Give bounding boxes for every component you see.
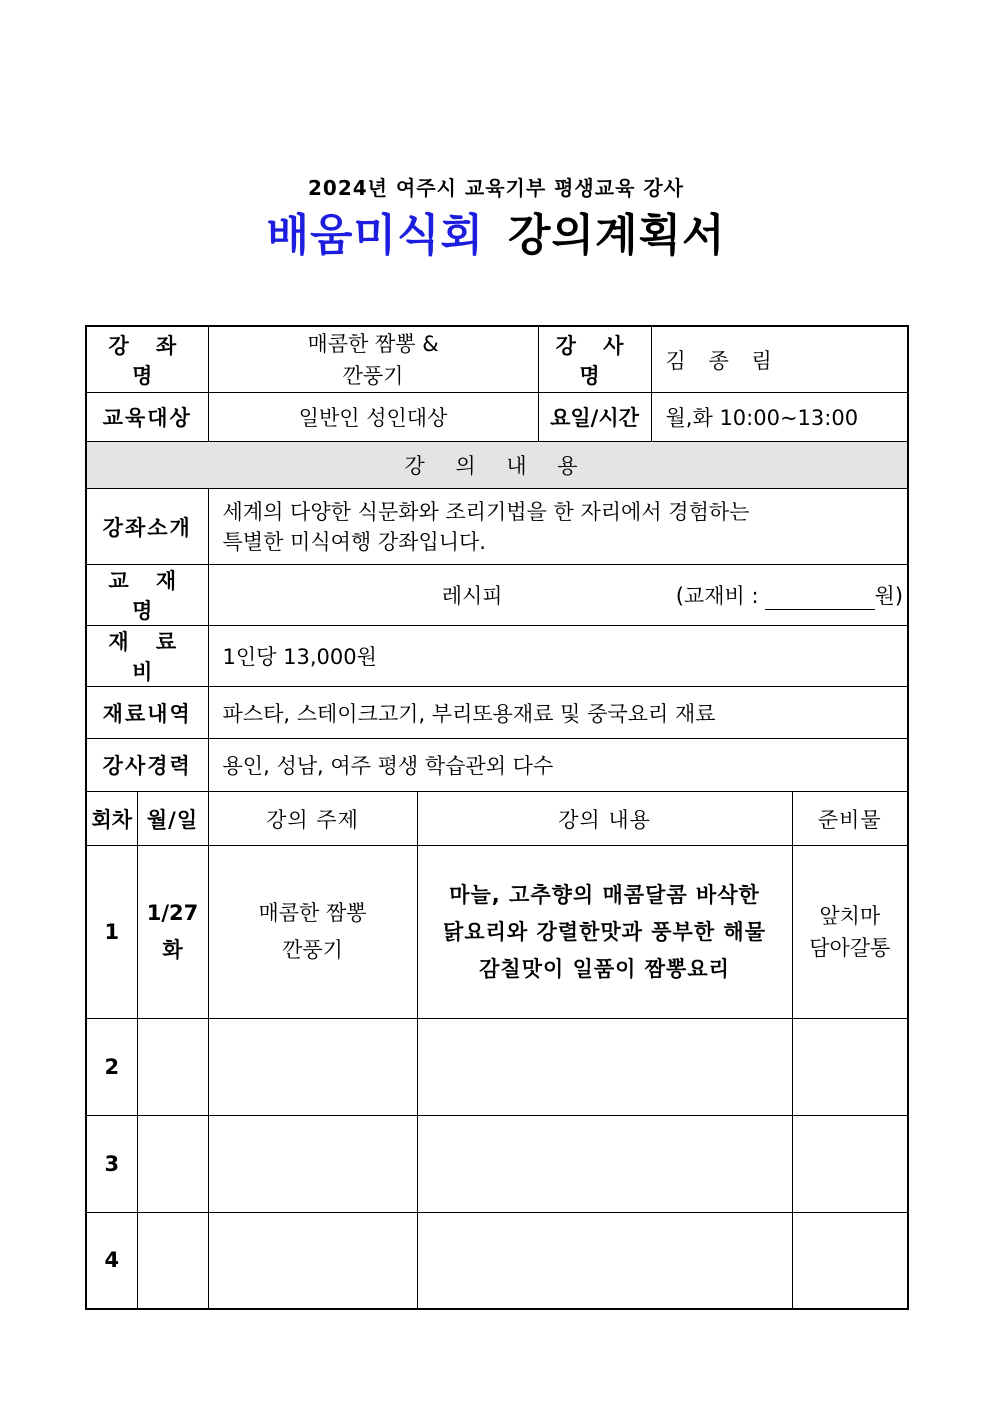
materials-label: 재료내역 [86,687,208,739]
material-fee-value: 1인당 13,000원 [208,626,908,687]
header-content: 강의 내용 [417,792,792,846]
course-row [86,326,908,393]
row-2-prep [792,1019,908,1116]
header-session: 회차 [86,792,137,846]
course-value-line1: 매콤한 짬뽕 & [307,331,439,356]
book-label: 교 재 명 [86,565,208,626]
row-3-content [417,1116,792,1213]
career-label: 강사경력 [86,739,208,792]
row-1-content-line2: 닭요리와 강렬한맛과 풍부한 해물 [443,919,766,944]
row-2-content [417,1019,792,1116]
row-3-topic [208,1116,417,1213]
material-fee-label: 재 료 비 [86,626,208,687]
row-1-content-line1: 마늘, 고추향의 매콤달콤 바삭한 [449,882,760,907]
intro-line2: 특별한 미식여행 강좌입니다. [222,529,486,554]
row-2-date [137,1019,208,1116]
row-1-no: 1 [86,846,137,1019]
table-row [86,1019,908,1116]
row-4-topic [208,1213,417,1309]
row-1-content-line3: 감칠맛이 일품이 짬뽕요리 [479,956,730,981]
header-topic: 강의 주제 [208,792,417,846]
course-label: 강 좌 명 [86,326,208,393]
row-1-topic-line2: 깐풍기 [282,938,343,962]
career-value: 용인, 성남, 여주 평생 학습관외 다수 [208,739,908,792]
section-title: 강 의 내 용 [86,442,908,489]
row-4-no: 4 [86,1213,137,1309]
schedule-label: 요일/시간 [539,393,652,441]
row-1-prep-line1: 앞치마 [819,904,881,928]
header-prep: 준비물 [792,792,908,846]
schedule-header-row [86,792,908,846]
book-fee-suffix: 원) [874,584,904,608]
row-3-prep [792,1116,908,1213]
intro-label: 강좌소개 [86,489,208,565]
row-1-topic-line1: 매콤한 짬뽕 [258,901,367,925]
materials-value: 파스타, 스테이크고기, 부리또용재료 및 중국요리 재료 [208,687,908,739]
target-value: 일반인 성인대상 [208,393,538,442]
row-1-date-line1: 1/27 [146,901,199,925]
table-row [86,1116,908,1213]
row-4-content [417,1213,792,1309]
instructor-value: 김 종 림 [665,348,780,373]
row-4-date [137,1213,208,1309]
row-1-topic [208,846,417,1019]
intro-line1: 세계의 다양한 식문화와 조리기법을 한 자리에서 경험하는 [222,499,750,524]
instructor-label: 강 사 명 [539,327,652,392]
table-row [86,1213,908,1309]
book-fee-prefix: (교재비 : [675,584,759,608]
schedule-value: 월,화 10:00~13:00 [665,406,859,430]
row-1-prep [792,846,908,1019]
title-program-name: 배움미식회 [266,210,484,261]
row-4-prep [792,1213,908,1309]
row-1-prep-line2: 담아갈통 [809,936,891,960]
title-document-type: 강의계획서 [508,210,726,261]
target-label: 교육대상 [86,393,208,442]
row-1-date-line2: 화 [162,938,183,962]
course-value [208,326,538,393]
book-fee-blank [765,591,875,610]
document-title [0,206,992,266]
schedule-cell [538,393,908,442]
lecture-plan-table [85,325,909,1310]
book-value: 레시피 [441,584,503,608]
course-value-line2: 깐풍기 [342,363,404,388]
row-1-date [137,846,208,1019]
table-row [86,846,908,1019]
row-3-no: 3 [86,1116,137,1213]
row-2-topic [208,1019,417,1116]
row-2-no: 2 [86,1019,137,1116]
book-fee [676,580,907,610]
row-1-content [417,846,792,1019]
header-date: 월/일 [137,792,208,846]
target-row [86,393,908,442]
row-3-date [137,1116,208,1213]
instructor-cell [538,326,908,393]
document-subtitle: 2024년 여주시 교육기부 평생교육 강사 [308,176,684,200]
book-value-cell [208,565,908,626]
intro-value [208,489,908,565]
